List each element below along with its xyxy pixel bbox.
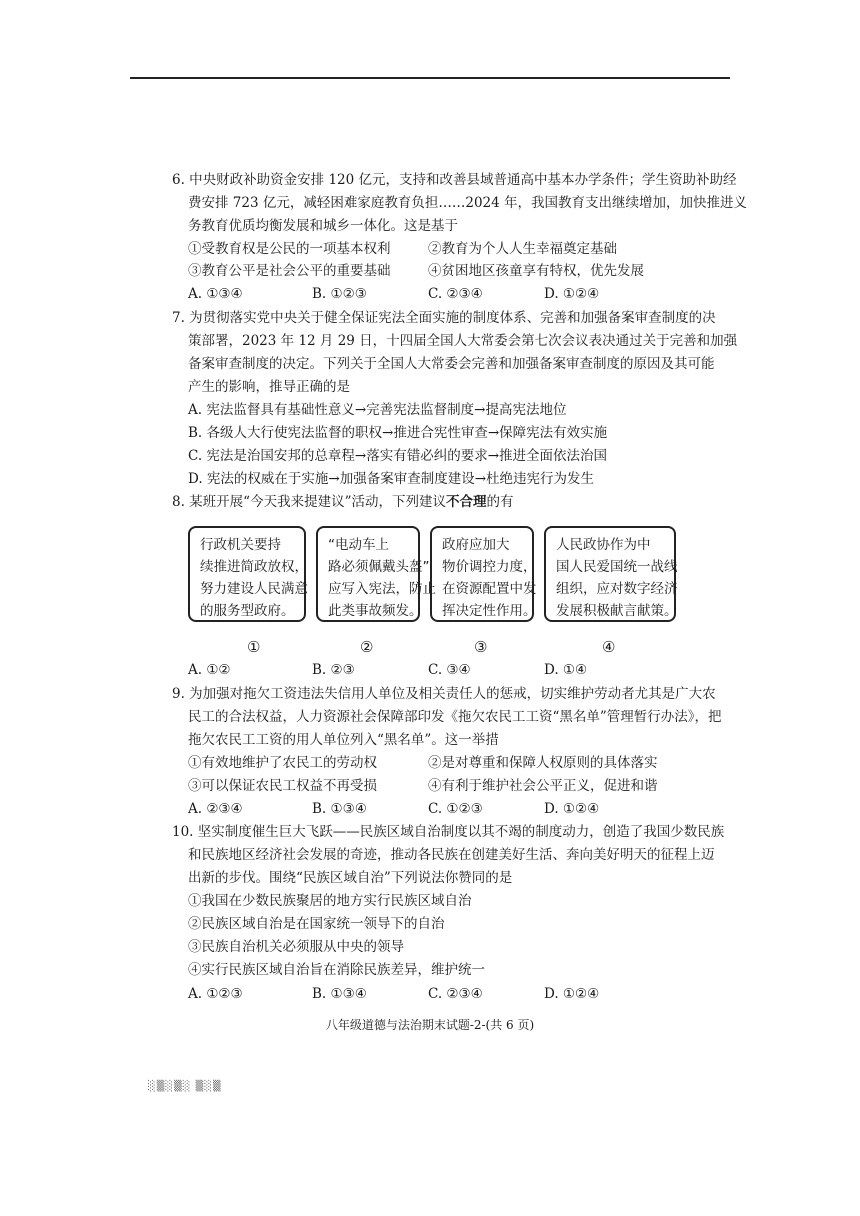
q7-stem-line: 备案审查制度的决定。下列关于全国人大常委会完善和加强备案审查制度的原因及其可能 — [188, 356, 715, 372]
q7-choice-c: C. 宪法是治国安邦的总章程→落实有错必纠的要求→推进全面依法治国 — [188, 448, 608, 464]
q6-stem-line: 6. 中央财政补助资金安排 120 亿元，支持和改善县域普通高中基本办学条件；学生资助补助经 — [172, 172, 737, 188]
card-line: 挥决定性作用。 — [442, 603, 537, 619]
q8-stem-prefix: 8. 某班开展“今天我来提建议”活动，下列建议 — [172, 494, 446, 510]
q10-choice-a: A. ①②③ — [188, 986, 243, 1002]
q9-stem-line: 民工的合法权益，人力资源社会保障部印发《拖欠农民工工资“黑名单”管理暂行办法》，把 — [188, 709, 722, 725]
q7-stem-line: 策部署，2023 年 12 月 29 日，十四届全国人大常委会第七次会议表决通过关于完善和加强 — [188, 333, 738, 349]
q10-statement: ②民族区域自治是在国家统一领导下的自治 — [188, 916, 445, 932]
card-line: 行政机关要持 — [200, 537, 281, 553]
card-line: 组织，应对数字经济 — [556, 581, 678, 597]
q6-stem-line: 务教育优质均衡发展和城乡一体化。这是基于 — [188, 218, 458, 234]
q8-stem-suffix: 的有 — [486, 494, 514, 510]
card-line: 的服务型政府。 — [200, 603, 295, 619]
suggestion-card-4 — [544, 526, 676, 622]
card-line: 此类事故频发。 — [328, 603, 423, 619]
q8-stem — [172, 493, 513, 511]
q9-statement: ③可以保证农民工权益不再受损 — [188, 778, 377, 794]
q9-stem-line: 9. 为加强对拖欠工资违法失信用人单位及相关责任人的惩戒，切实维护劳动者尤其是广大农 — [172, 686, 716, 702]
q7-choice-a: A. 宪法监督具有基础性意义→完善宪法监督制度→提高宪法地位 — [188, 402, 567, 418]
q8-stem-emphasis: 不合理 — [445, 494, 487, 510]
card-line: 续推进简政放权， — [200, 559, 308, 575]
card-number-2: ② — [360, 638, 374, 656]
card-line: 物价调控力度， — [442, 559, 537, 575]
card-line: 发展积极献言献策。 — [556, 603, 678, 619]
q10-statement: ①我国在少数民族聚居的地方实行民族区域自治 — [188, 893, 472, 909]
card-line: 应写入宪法，防止 — [328, 581, 436, 597]
suggestion-card-1 — [188, 526, 306, 622]
q6-choice-b: B. ①②③ — [312, 286, 367, 302]
card-line: 努力建设人民满意 — [200, 581, 308, 597]
q10-stem-line: 10. 坚实制度催生巨大飞跃——民族区域自治制度以其不竭的制度动力，创造了我国少数民族 — [172, 824, 725, 840]
q10-choice-c: C. ②③④ — [428, 986, 483, 1002]
q8-choice-b: B. ②③ — [312, 662, 355, 678]
q10-statement: ④实行民族区域自治旨在消除民族差异，维护统一 — [188, 962, 485, 978]
q10-stem-line: 出新的步伐。围绕“民族区域自治”下列说法你赞同的是 — [188, 870, 513, 886]
q7-choice-d: D. 宪法的权威在于实施→加强备案审查制度建设→杜绝违宪行为发生 — [188, 471, 595, 487]
q8-choice-c: C. ③④ — [428, 662, 471, 678]
card-number-4: ④ — [602, 638, 616, 656]
q9-choice-c: C. ①②③ — [428, 801, 483, 817]
card-line: “电动车上 — [328, 537, 389, 553]
q10-choice-d: D. ①②④ — [544, 986, 600, 1002]
card-line: 在资源配置中发 — [442, 581, 537, 597]
q6-statement: ④贫困地区孩童享有特权，优先发展 — [428, 263, 644, 279]
q6-choice-c: C. ②③④ — [428, 286, 483, 302]
q8-choice-a: A. ①② — [188, 662, 231, 678]
q6-statement: ③教育公平是社会公平的重要基础 — [188, 263, 391, 279]
card-line: 国人民爱国统一战线 — [556, 559, 678, 575]
q8-choice-d: D. ①④ — [544, 662, 588, 678]
scan-artifact: ░▒░▒░ ▒░▒ — [148, 1081, 222, 1092]
card-number-1: ① — [247, 638, 261, 656]
q7-stem-line: 7. 为贯彻落实党中央关于健全保证宪法全面实施的制度体系、完善和加强备案审查制度的决 — [172, 310, 716, 326]
q10-stem-line: 和民族地区经济社会发展的奇迹，推动各民族在创建美好生活、奔向美好明天的征程上迈 — [188, 847, 715, 863]
q9-statement: ②是对尊重和保障人权原则的具体落实 — [428, 755, 658, 771]
page-footer: 八年级道德与法治期末试题-2-(共 6 页) — [325, 1018, 535, 1032]
suggestion-card-3 — [430, 526, 537, 622]
card-line: 人民政协作为中 — [556, 537, 651, 553]
q9-choice-a: A. ②③④ — [188, 801, 243, 817]
q9-choice-b: B. ①③④ — [312, 801, 367, 817]
q6-statement: ①受教育权是公民的一项基本权利 — [188, 241, 391, 257]
q6-stem-line: 费安排 723 亿元，减轻困难家庭教育负担……2024 年，我国教育支出继续增加，加快推进义 — [188, 195, 747, 211]
q6-choice-a: A. ①③④ — [188, 286, 243, 302]
q7-stem-line: 产生的影响，推导正确的是 — [188, 379, 350, 395]
q9-choice-d: D. ①②④ — [544, 801, 600, 817]
q6-statement: ②教育为个人人生幸福奠定基础 — [428, 241, 617, 257]
card-line: 政府应加大 — [442, 537, 510, 553]
q10-choice-b: B. ①③④ — [312, 986, 367, 1002]
card-line: 路必须佩戴头盔” — [328, 559, 430, 575]
q9-statement: ①有效地维护了农民工的劳动权 — [188, 755, 377, 771]
top-rule — [130, 77, 730, 79]
q6-choice-d: D. ①②④ — [544, 286, 600, 302]
suggestion-card-2 — [316, 526, 436, 622]
q9-statement: ④有利于维护社会公平正义，促进和谐 — [428, 778, 658, 794]
card-number-3: ③ — [474, 638, 488, 656]
q9-stem-line: 拖欠农民工工资的用人单位列入“黑名单”。这一举措 — [188, 732, 499, 748]
q7-choice-b: B. 各级人大行使宪法监督的职权→推进合宪性审查→保障宪法有效实施 — [188, 425, 608, 441]
q10-statement: ③民族自治机关必须服从中央的领导 — [188, 939, 404, 955]
